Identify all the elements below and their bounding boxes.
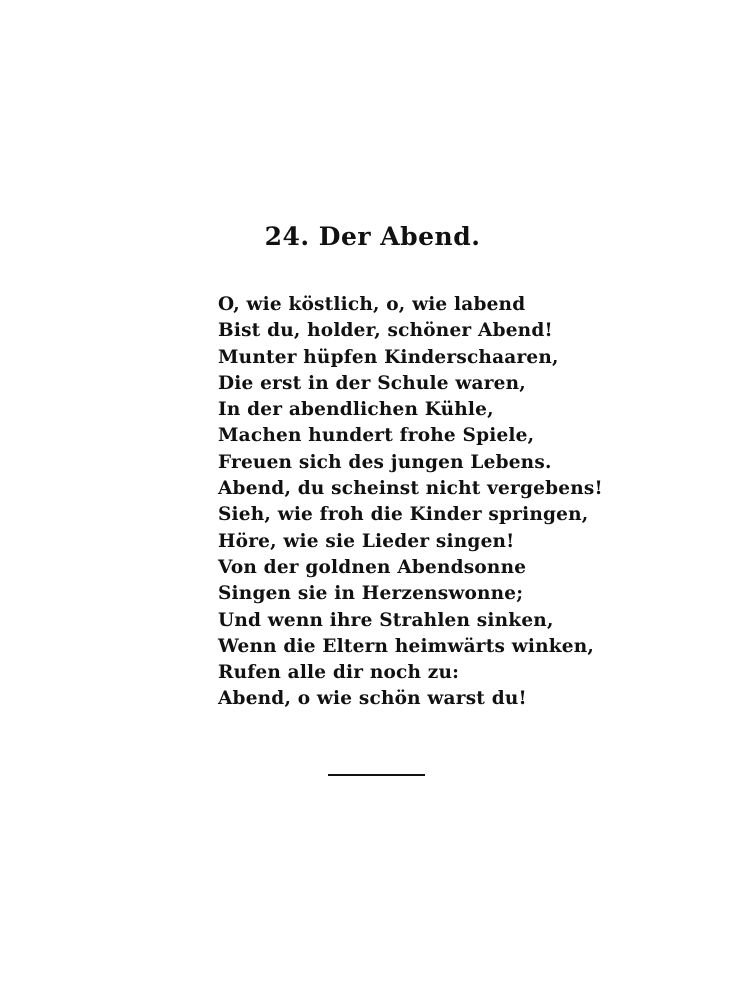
poem-line: Bist du, holder, schöner Abend! [218, 320, 553, 342]
poem-line: Abend, o wie schön warst du! [218, 688, 527, 710]
poem-line: In der abendlichen Kühle, [218, 399, 494, 421]
poem-line: Munter hüpfen Kinderschaaren, [218, 346, 559, 368]
poem-line: Von der goldnen Abendsonne [218, 556, 527, 578]
poem-line: Und wenn ihre Strahlen sinken, [218, 609, 554, 631]
poem-line: Singen sie in Herzenswonne; [218, 583, 524, 605]
poem-line: Wenn die Eltern heimwärts winken, [218, 635, 595, 657]
poem-line: Sieh, wie froh die Kinder springen, [218, 504, 589, 526]
poem-line: Freuen sich des jungen Lebens. [218, 451, 552, 473]
end-divider-rule [328, 774, 425, 776]
poem-line: O, wie köstlich, o, wie labend [218, 294, 526, 315]
poem-line: Rufen alle dir noch zu: [218, 662, 460, 684]
poem-title: 24. Der Abend. [264, 222, 481, 251]
poem-line: Abend, du scheinst nicht vergebens! [218, 478, 603, 500]
poem-line: Die erst in der Schule waren, [218, 372, 526, 394]
poem-line: Höre, wie sie Lieder singen! [218, 530, 515, 552]
poem-line: Machen hundert frohe Spiele, [218, 425, 535, 447]
poem-body [218, 292, 603, 713]
